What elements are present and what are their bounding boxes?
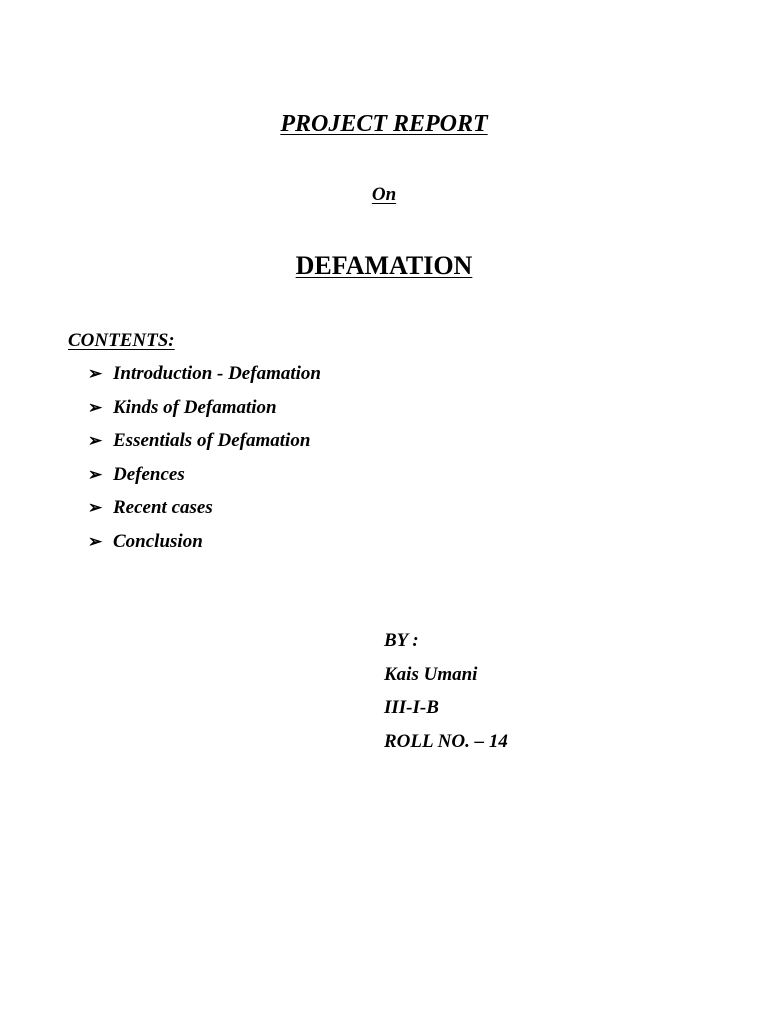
list-item-label: Conclusion — [113, 530, 203, 552]
arrowhead-bullet-icon: ➢ — [88, 531, 103, 551]
list-item-label: Introduction - Defamation — [113, 363, 321, 384]
list-item — [88, 463, 321, 497]
author-roll-no: ROLL NO. – 14 — [384, 731, 508, 753]
contents-list — [88, 362, 321, 563]
topic-title: DEFAMATION — [295, 251, 473, 280]
list-item-label: Defences — [113, 463, 185, 485]
author-name: Kais Umani — [384, 663, 478, 685]
author-block — [384, 629, 508, 764]
arrowhead-bullet-icon: ➢ — [88, 364, 103, 383]
list-item — [88, 530, 321, 564]
list-item — [88, 429, 321, 463]
list-item-label: Essentials of Defamation — [113, 430, 311, 451]
arrowhead-bullet-icon: ➢ — [88, 431, 103, 450]
list-item-label: Recent cases — [113, 497, 213, 518]
report-title: PROJECT REPORT — [280, 111, 488, 137]
list-item — [88, 362, 321, 396]
arrowhead-bullet-icon: ➢ — [88, 464, 103, 484]
list-item-label: Kinds of Defamation — [113, 396, 277, 418]
on-label: On — [371, 184, 397, 205]
arrowhead-bullet-icon: ➢ — [88, 498, 103, 517]
contents-heading: CONTENTS: — [68, 330, 175, 351]
author-class: III-I-B — [384, 697, 439, 719]
list-item — [88, 396, 321, 430]
by-label: BY : — [384, 630, 419, 651]
arrowhead-bullet-icon: ➢ — [88, 397, 103, 417]
list-item — [88, 496, 321, 530]
